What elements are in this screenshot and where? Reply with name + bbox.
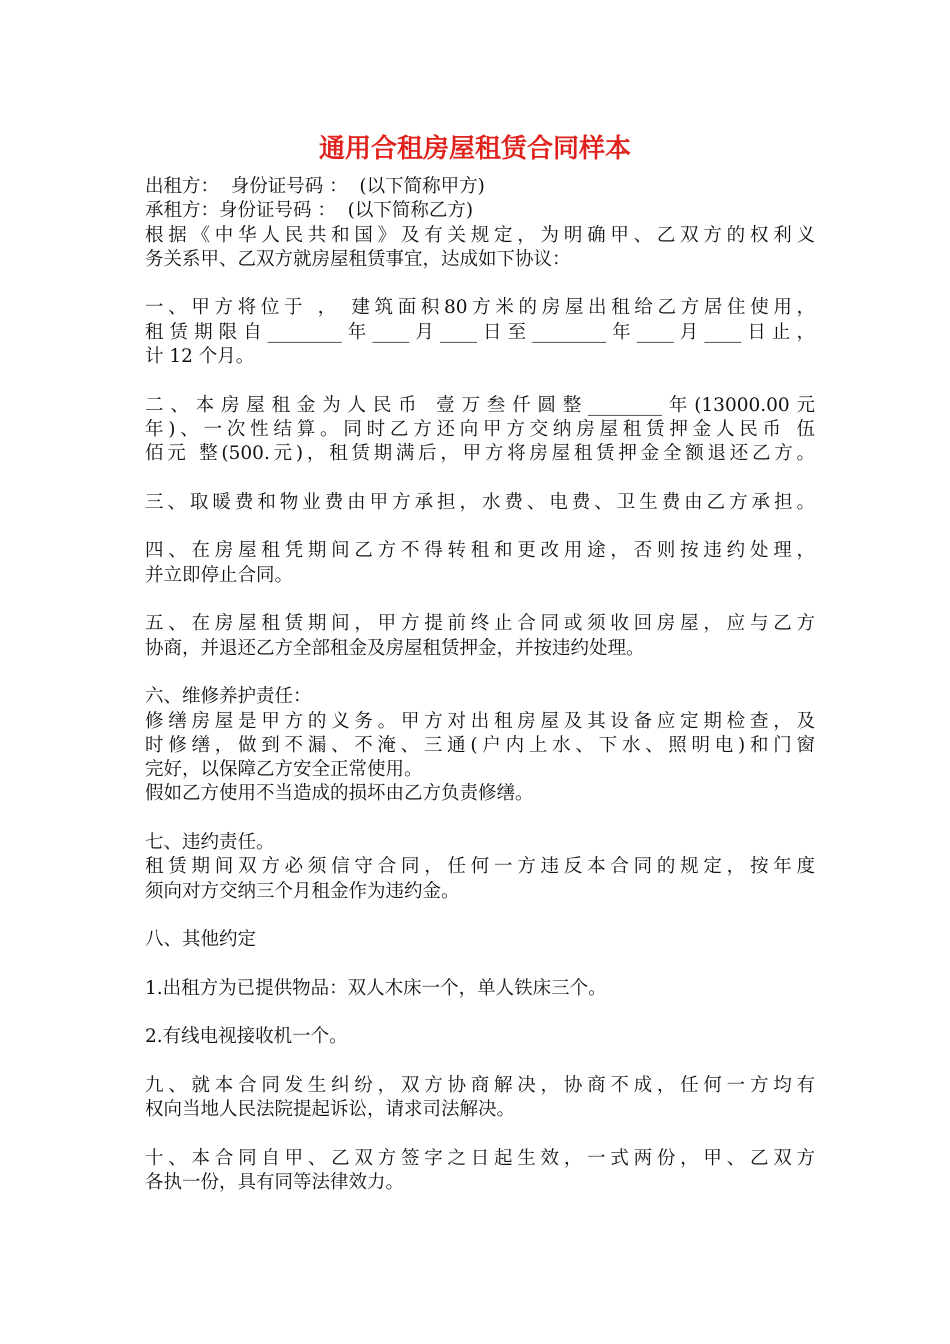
paragraph-spacer — [145, 369, 815, 393]
paragraph-spacer — [145, 272, 815, 296]
contract-line: 2.有线电视接收机一个。 — [145, 1026, 348, 1048]
contract-line: 计 12 个月。 — [145, 346, 255, 368]
contract-line: 务关系甲、乙双方就房屋租赁事宜，达成如下协议： — [145, 248, 571, 270]
contract-body — [145, 175, 815, 1195]
paragraph-spacer — [145, 1050, 815, 1074]
contract-line: 出租方： 身份证号码 ： (以下简称甲方) — [145, 176, 485, 197]
contract-line: 租赁期限自________年____月____日至________年____月____日止， — [145, 321, 815, 343]
contract-line: 修缮房屋是甲方的义务。甲方对出租房屋及其设备应定期检查，及 — [145, 710, 815, 732]
contract-line: 租赁期间双方必须信守合同，任何一方违反本合同的规定，按年度 — [145, 856, 815, 878]
contract-line: 时修缮，做到不漏、不淹、三通(户内上水、下水、照明电)和门窗 — [145, 734, 815, 756]
contract-line: 协商，并退还乙方全部租金及房屋租赁押金，并按违约处理。 — [145, 637, 645, 659]
contract-line: 承租方：身份证号码 ： (以下简称乙方) — [145, 200, 474, 222]
contract-line: 1.出租方为已提供物品：双人木床一个，单人铁床三个。 — [145, 977, 607, 999]
paragraph-spacer — [145, 1123, 815, 1147]
paragraph-spacer — [145, 661, 815, 685]
contract-line: 各执一份，具有同等法律效力。 — [145, 1172, 405, 1194]
contract-line: 权向当地人民法院提起诉讼，请求司法解决。 — [145, 1099, 516, 1121]
contract-line: 四、在房屋租凭期间乙方不得转租和更改用途，否则按违约处理， — [145, 540, 815, 562]
document-title: 通用合租房屋租赁合同样本 — [318, 134, 631, 164]
paragraph-spacer — [145, 1001, 815, 1025]
contract-line: 完好，以保障乙方安全正常使用。 — [145, 759, 423, 781]
contract-line: 五、在房屋租赁期间，甲方提前终止合同或须收回房屋，应与乙方 — [145, 613, 815, 635]
paragraph-spacer — [145, 953, 815, 977]
contract-line: 二、本房屋租金为人民币 壹万叁仟圆整________年(13000.00元 — [145, 394, 815, 416]
contract-line: 一、甲方将位于 ， 建筑面积80方米的房屋出租给乙方居住使用， — [145, 297, 815, 319]
contract-line: 并立即停止合同。 — [145, 564, 294, 586]
paragraph-spacer — [145, 807, 815, 831]
contract-line: 须向对方交纳三个月租金作为违约金。 — [145, 880, 460, 902]
contract-line: 三、取暖费和物业费由甲方承担，水费、电费、卫生费由乙方承担。 — [145, 491, 815, 513]
paragraph-spacer — [145, 515, 815, 539]
paragraph-spacer — [145, 467, 815, 491]
paragraph-spacer — [145, 588, 815, 612]
contract-line: 七、违约责任。 — [145, 832, 275, 854]
contract-line: 八、其他约定 — [145, 929, 257, 951]
contract-line: 十、本合同自甲、乙双方签字之日起生效，一式两份，甲、乙双方 — [145, 1147, 815, 1169]
contract-line: 年)、一次性结算。同时乙方还向甲方交纳房屋租赁押金人民币 伍 — [145, 418, 815, 440]
contract-line: 佰元 整(500.元)，租赁期满后，甲方将房屋租赁押金全额退还乙方。 — [145, 443, 815, 465]
contract-line: 九、就本合同发生纠纷，双方协商解决，协商不成，任何一方均有 — [145, 1074, 815, 1096]
contract-line: 六、维修养护责任： — [145, 686, 312, 708]
paragraph-spacer — [145, 904, 815, 928]
contract-line: 根据《中华人民共和国》及有关规定，为明确甲、乙双方的权利义 — [145, 224, 815, 246]
contract-line: 假如乙方使用不当造成的损坏由乙方负责修缮。 — [145, 783, 534, 805]
